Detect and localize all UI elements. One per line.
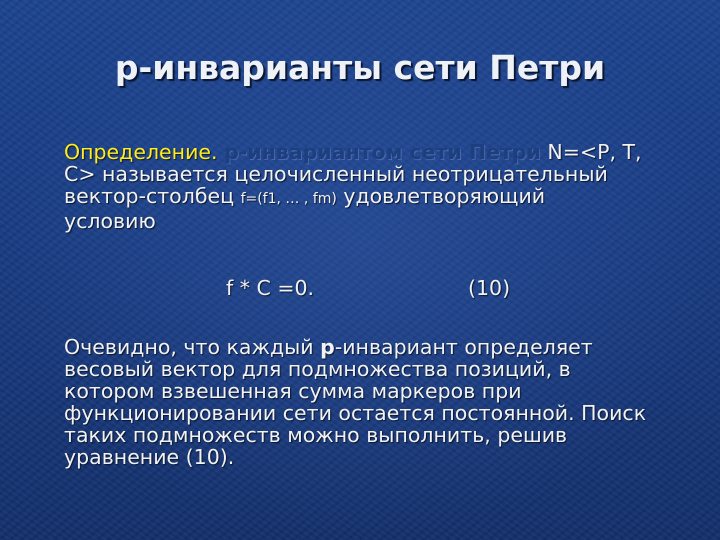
remark-line6: уравнение (10).	[64, 445, 235, 469]
definition-term: р-инвариантом сети Петри	[224, 140, 541, 164]
remark-paragraph	[64, 336, 694, 468]
definition-line2: C> называется целочисленный неотрицательный	[64, 162, 608, 186]
slide-title: р-инварианты сети Петри	[114, 48, 606, 87]
formula-number: (10)	[468, 276, 511, 300]
definition-line1-rest: N=<P, T,	[540, 140, 642, 164]
remark-line4: функционировании сети остается постоянной. Поиск	[64, 401, 647, 425]
definition-paragraph	[64, 141, 694, 232]
definition-line4: условию	[64, 209, 156, 233]
definition-line3-start: вектор-столбец	[64, 184, 241, 208]
definition-label: Определение.	[64, 140, 218, 164]
remark-line3: котором взвешенная сумма маркеров при	[64, 379, 522, 403]
remark-line1-start: Очевидно, что каждый	[64, 335, 321, 359]
remark-line5: таких подмножеств можно выполнить, решив	[64, 423, 568, 447]
definition-line3-end: удовлетворяющий	[336, 184, 546, 208]
formula-expression: f * C =0.	[226, 276, 315, 300]
remark-line1-end: -инвариант определяет	[334, 335, 593, 359]
remark-line2: весовый вектор для подмножества позиций, в	[64, 357, 571, 381]
remark-p-bold: р	[320, 335, 335, 359]
vector-notation: f=(f1, … , fm)	[240, 191, 337, 207]
